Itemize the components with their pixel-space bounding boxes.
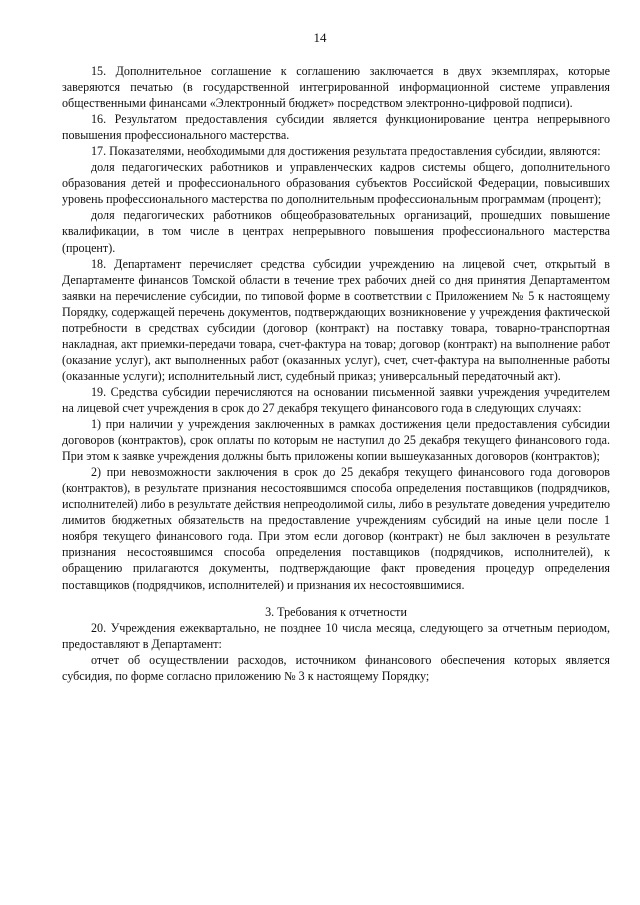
indicator-1: доля педагогических работников и управленческих кадров системы общего, дополнительного образования детей и профессионального образования субъектов Российской Федерации, повысивших уровень профессионального мастерства по дополнительным профессиональным программам (процент); [62,160,610,207]
paragraph-15: 15. Дополнительное соглашение к соглашению заключается в двух экземплярах, которые заверяются печатью (в государственной интегрированной информационной системе управления общественными финансами «Электронный бюджет» посредством электронно-цифровой подписи). [62,64,610,111]
paragraph-17: 17. Показателями, необходимыми для достижения результата предоставления субсидии, являются: [91,144,601,159]
indicator-2: доля педагогических работников общеобразовательных организаций, прошедших повышение квалификации, в том числе в центрах непрерывного повышения профессионального мастерства (процент). [62,208,610,255]
paragraph-18: 18. Департамент перечисляет средства субсидии учреждению на лицевой счет, открытый в Департаменте финансов Томской области в течение трех рабочих дней со дня принятия Департаментом заявки на перечисление субсидии, по типовой форме в соответствии с Приложением № 5 к настоящему Порядку, содержащей перечень документов, подтверждающих возникновение у учреждения фактической потребности в средствах субсидии (договор (контракт) на поставку товара, товарно-транспортная накладная, акт приемки-передачи товара, счет-фактура на товар; договор (контракт) на выполнение работ (оказание услуг), акт выполненных работ (оказанных услуг), счет, счет-фактура на выполненные работы (оказанные услуги); исполнительный лист, судебный приказ; универсальный передаточный акт). [62,256,610,383]
section-heading: 3. Требования к отчетности [265,604,407,619]
paragraph-20: 20. Учреждения ежеквартально, не позднее 10 числа месяца, следующего за отчетным периодом, предоставляют в Департамент: [62,620,610,651]
paragraph-19-case-1: 1) при наличии у учреждения заключенных в рамках достижения цели предоставления субсидии договоров (контрактов), срок оплаты по которым не наступил до 25 декабря текущего финансового года. При этом к заявке учреждения должны быть приложены копии вышеуказанных договоров (контрактов); [62,417,610,464]
document-body [62,63,610,684]
page-number: 14 [313,30,327,45]
report-item-1: отчет об осуществлении расходов, источником финансового обеспечения которых является субсидия, по форме согласно приложению № 3 к настоящему Порядку; [62,652,610,683]
paragraph-19-case-2: 2) при невозможности заключения в срок до 25 декабря текущего финансового года договоров (контрактов), в результате признания несостоявшимся способа определения поставщиков (подрядчиков, исполнителей) либо в результате действия непреодолимой силы, либо в результате доведения учредителю лимитов бюджетных обязательств на предоставление учреждениям субсидий на иные цели после 1 ноября текущего финансового года. При этом если договор (контракт) не был заключен в результате признания несостоявшимся способа определения поставщиков (подрядчиков, исполнителей), к обращению прилагаются документы, подтверждающие факт проведения процедур определения поставщиков (подрядчиков, исполнителей) и признания их несостоявшимися. [62,465,610,592]
paragraph-19: 19. Средства субсидии перечисляются на основании письменной заявки учреждения учредителем на лицевой счет учреждения в срок до 27 декабря текущего финансового года в следующих случаях: [62,384,610,415]
paragraph-16: 16. Результатом предоставления субсидии является функционирование центра непрерывного повышения профессионального мастерства. [62,112,610,143]
